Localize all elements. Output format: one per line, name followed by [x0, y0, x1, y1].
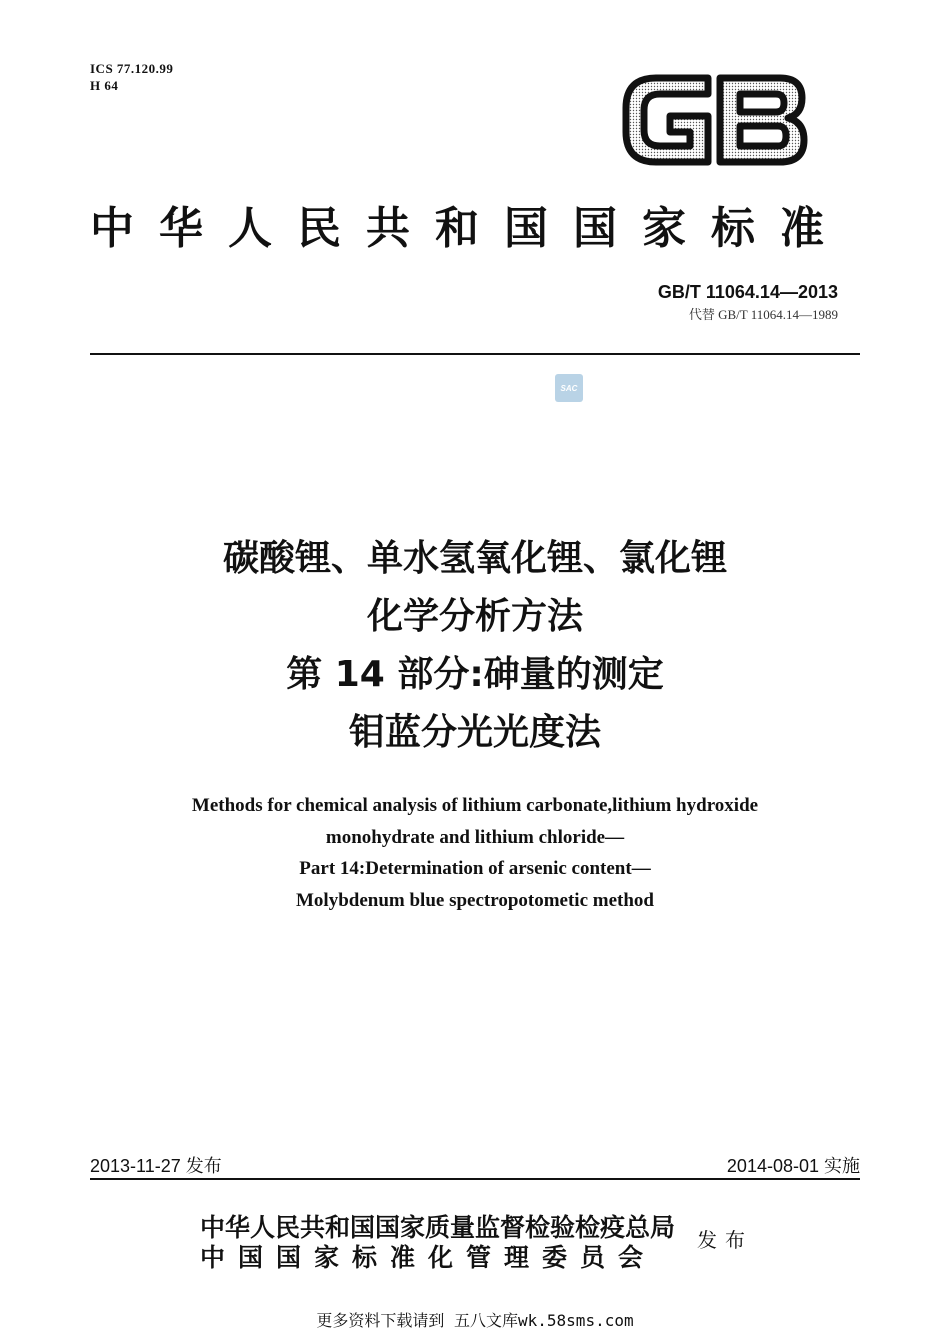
- replaced-standard: 代替 GB/T 11064.14—1989: [688, 307, 838, 322]
- english-title-line-2: monohydrate and lithium chloride—: [325, 826, 625, 848]
- top-divider: [90, 353, 860, 355]
- chinese-title-line-3: 第 14 部分:砷量的测定: [286, 654, 664, 695]
- issuer-aqsiq: 中华人民共和国国家质量监督检验检疫总局: [200, 1213, 676, 1242]
- chinese-title-line-4: 钼蓝分光光度法: [348, 712, 601, 753]
- english-title-line-1: Methods for chemical analysis of lithium carbonate,lithium hydroxide: [191, 795, 759, 816]
- issuer-sac: 中国国家标准化管理委员会: [200, 1243, 657, 1272]
- english-title-line-3: Part 14:Determination of arsenic content—: [299, 858, 651, 879]
- footer-download-link[interactable]: 更多资料下载请到 五八文库wk.58sms.com: [316, 1311, 634, 1330]
- implementation-date: 2014-08-01 实施: [726, 1156, 860, 1176]
- chinese-title-line-1: 碳酸锂、单水氢氧化锂、氯化锂: [222, 538, 727, 579]
- ics-code: ICS 77.120.99: [90, 61, 174, 76]
- sac-logo: [555, 374, 583, 402]
- gb-logo: [620, 70, 810, 170]
- chinese-title: [0, 530, 950, 762]
- svg-text:SAC: SAC: [560, 384, 578, 393]
- classification-codes: [90, 60, 173, 94]
- issue-date: 2013-11-27 发布: [90, 1156, 222, 1176]
- ccs-code: H 64: [90, 78, 119, 93]
- publish-label: 发布: [697, 1228, 753, 1252]
- gb-logo-g-shape: [626, 78, 708, 162]
- chinese-title-line-2: 化学分析方法: [366, 596, 583, 637]
- gb-logo-b-shape: [720, 78, 804, 162]
- standard-number: GB/T 11064.14—2013: [657, 282, 838, 302]
- bottom-divider: [90, 1178, 860, 1180]
- english-title-line-4: Molybdenum blue spectropotometic method: [296, 889, 654, 911]
- national-standard-heading: 中华人民共和国国家标准: [90, 203, 849, 254]
- english-title: [0, 790, 950, 916]
